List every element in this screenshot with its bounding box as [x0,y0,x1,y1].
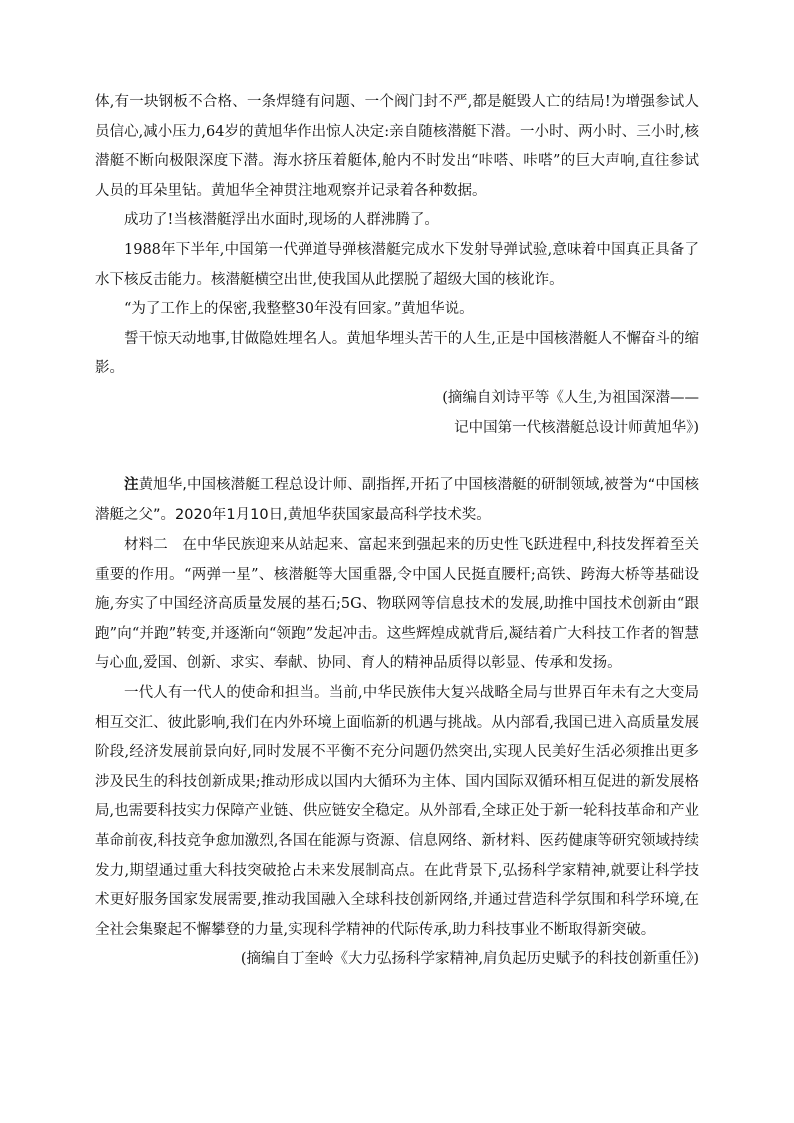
paragraph-text: 在中华民族迎来从站起来、富起来到强起来的历史性飞跃进程中,科技发挥着至关重要的作用。“两弹一星”、核潜艇等大国重器,令中国人民挺直腰杆;高铁、跨海大桥等基础设施,夯实了中国经济高质量发展的基石;5G、物联网等信息技术的发展,助推中国技术创新由“跟跑”向“并跑”转变,并逐渐向“领跑”发起冲击。这些辉煌成就背后,凝结着广大科技工作者的智慧与心血,爱国、创新、求实、奉献、协同、育人的精神品质得以彰显、传承和发扬。 [95,537,700,672]
note-label: 注 [124,477,139,493]
material-label: 材料二 [124,537,168,553]
paragraph: 1988年下半年,中国第一代弹道导弹核潜艇完成水下发射导弹试验,意味着中国真正具备了水下核反击能力。核潜艇横空出世,使我国从此摆脱了超级大国的核讹诈。 [95,241,699,288]
material-one-body [95,88,699,443]
material-two-body [95,531,699,975]
paragraph: “为了工作上的保密,我整整30年没有回家。”黄旭华说。 [124,301,474,318]
footnote [95,471,699,530]
paragraph [95,531,699,679]
note-text: 黄旭华,中国核潜艇工程总设计师、副指挥,开拓了中国核潜艇的研制领域,被誉为“中国核潜艇之父”。2020年1月10日,黄旭华获国家最高科学技术奖。 [95,477,700,523]
source-citation: 记中国第一代核潜艇总设计师黄旭华》) [454,419,699,436]
paragraph: 体,有一块钢板不合格、一条焊缝有问题、一个阀门封不严,都是艇毁人亡的结局!为增强参试人员信心,减小压力,64岁的黄旭华作出惊人决定:亲自随核潜艇下潜。一小时、两小时、三小时,核潜艇不断向极限深度下潜。海水挤压着艇体,舱内不时发出“咔嗒、咔嗒”的巨大声响,直往参试人员的耳朵里钻。黄旭华全神贯注地观察并记录着各种数据。 [95,94,699,199]
paragraph: 誓干惊天动地事,甘做隐姓埋名人。黄旭华埋头苦干的人生,正是中国核潜艇人不懈奋斗的缩影。 [95,330,699,377]
source-citation: (摘编自刘诗平等《人生,为祖国深潜—— [442,389,699,406]
source-citation: (摘编自丁奎岭《大力弘扬科学家精神,肩负起历史赋予的科技创新重任》) [240,951,699,968]
paragraph: 成功了!当核潜艇浮出水面时,现场的人群沸腾了。 [124,212,439,229]
paragraph: 一代人有一代人的使命和担当。当前,中华民族伟大复兴战略全局与世界百年未有之大变局相互交汇、彼此影响,我们在内外环境上面临新的机遇与挑战。从内部看,我国已进入高质量发展阶段,经济发展前景向好,同时发展不平衡不充分问题仍然突出,实现人民美好生活必须推出更多涉及民生的科技创新成果;推动形成以国内大循环为主体、国内国际双循环相互促进的新发展格局,也需要科技实力保障产业链、供应链安全稳定。从外部看,全球正处于新一轮科技革命和产业革命前夜,科技竞争愈加激烈,各国在能源与资源、信息网络、新材料、医药健康等研究领域持续发力,期望通过重大科技突破抢占未来发展制高点。在此背景下,弘扬科学家精神,就要让科学技术更好服务国家发展需要,推动我国融入全球科技创新网络,并通过营造科学氛围和科学环境,在全社会集聚起不懈攀登的力量,实现科学精神的代际传承,助力科技事业不断取得新突破。 [95,684,699,938]
note-paragraph [95,471,699,530]
